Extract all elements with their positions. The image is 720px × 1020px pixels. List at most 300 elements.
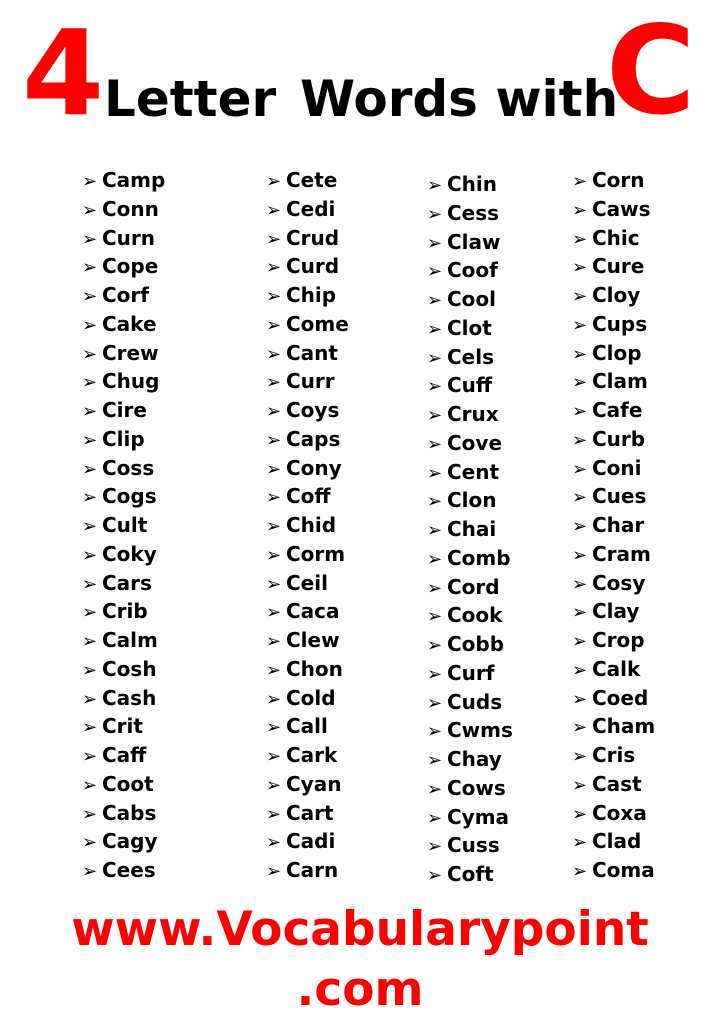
word-label: Coxa: [592, 800, 647, 825]
list-item: [82, 597, 148, 625]
word-label: Cuff: [447, 373, 493, 398]
list-item: [572, 482, 646, 510]
arrow-bullet-icon: ➢: [266, 746, 282, 767]
word-label: Crib: [102, 599, 148, 624]
word-label: Chay: [447, 747, 502, 771]
word-label: Char: [592, 513, 645, 537]
list-item: [427, 400, 499, 428]
list-item: [427, 228, 501, 256]
word-label: Claw: [447, 229, 501, 254]
word-label: Cafe: [592, 398, 643, 422]
list-item: [266, 310, 349, 338]
list-item: [266, 396, 339, 424]
word-label: Clot: [447, 315, 492, 340]
word-label: Cris: [592, 743, 636, 767]
list-item: [82, 281, 149, 309]
word-label: Conn: [102, 196, 159, 221]
word-label: Crit: [102, 714, 143, 739]
arrow-bullet-icon: ➢: [82, 803, 98, 825]
arrow-bullet-icon: ➢: [266, 257, 282, 279]
arrow-bullet-icon: ➢: [572, 631, 588, 652]
word-label: Clop: [592, 340, 642, 365]
word-label: Cook: [447, 603, 503, 628]
list-item: [82, 482, 157, 510]
list-item: [266, 166, 337, 194]
list-item: [82, 166, 165, 194]
arrow-bullet-icon: ➢: [572, 573, 588, 595]
list-item: [572, 626, 645, 654]
word-label: Curd: [286, 254, 340, 279]
arrow-bullet-icon: ➢: [82, 401, 98, 422]
arrow-bullet-icon: ➢: [427, 405, 443, 426]
word-label: Curf: [447, 660, 495, 685]
list-item: [427, 314, 492, 342]
list-item: [82, 252, 158, 280]
word-label: Cete: [286, 168, 338, 192]
title-letter: C: [606, 0, 696, 142]
word-label: Crop: [592, 628, 645, 652]
list-item: [82, 856, 156, 884]
word-label: Ceil: [286, 570, 328, 595]
list-item: [572, 281, 640, 309]
word-label: Curr: [286, 369, 335, 394]
word-label: Chip: [286, 283, 337, 307]
list-item: [572, 252, 644, 280]
list-item: [82, 195, 159, 223]
list-item: [266, 684, 336, 712]
arrow-bullet-icon: ➢: [427, 203, 443, 225]
arrow-bullet-icon: ➢: [427, 663, 443, 685]
word-label: Coni: [592, 455, 642, 480]
word-label: Crud: [286, 225, 340, 250]
list-item: [82, 770, 154, 798]
word-label: Carn: [286, 858, 339, 882]
arrow-bullet-icon: ➢: [266, 861, 282, 882]
word-label: Clip: [102, 426, 145, 451]
list-item: [82, 425, 145, 453]
list-item: [427, 803, 509, 831]
arrow-bullet-icon: ➢: [572, 314, 588, 336]
arrow-bullet-icon: ➢: [427, 433, 443, 455]
word-label: Caca: [286, 599, 340, 624]
word-label: Comb: [447, 545, 511, 570]
arrow-bullet-icon: ➢: [427, 232, 443, 254]
arrow-bullet-icon: ➢: [266, 487, 282, 509]
word-label: Cadi: [286, 829, 336, 854]
list-item: [427, 716, 513, 744]
word-label: Crew: [102, 340, 159, 365]
word-label: Clon: [447, 488, 497, 513]
arrow-bullet-icon: ➢: [266, 803, 282, 825]
arrow-bullet-icon: ➢: [82, 688, 98, 710]
word-label: Clam: [592, 369, 648, 394]
word-label: Cire: [102, 398, 147, 422]
arrow-bullet-icon: ➢: [82, 774, 98, 796]
word-label: Cark: [286, 743, 338, 767]
arrow-bullet-icon: ➢: [82, 286, 98, 307]
arrow-bullet-icon: ➢: [427, 175, 443, 196]
list-item: [427, 630, 504, 658]
arrow-bullet-icon: ➢: [572, 458, 588, 480]
arrow-bullet-icon: ➢: [427, 807, 443, 829]
list-item: [572, 396, 642, 424]
arrow-bullet-icon: ➢: [427, 318, 443, 340]
arrow-bullet-icon: ➢: [572, 832, 588, 854]
arrow-bullet-icon: ➢: [82, 516, 98, 537]
arrow-bullet-icon: ➢: [82, 228, 98, 250]
list-item: [427, 486, 497, 514]
list-item: [427, 544, 511, 572]
word-label: Cedi: [286, 196, 336, 221]
list-item: [266, 770, 341, 798]
arrow-bullet-icon: ➢: [266, 314, 282, 336]
arrow-bullet-icon: ➢: [266, 717, 282, 739]
word-label: Chic: [592, 225, 640, 250]
list-item: [572, 195, 651, 223]
word-label: Cabs: [102, 800, 157, 825]
list-item: [82, 569, 152, 597]
word-label: Come: [286, 311, 349, 336]
list-item: [572, 712, 655, 740]
list-item: [427, 429, 502, 457]
list-item: [427, 515, 496, 543]
word-label: Cloy: [592, 283, 641, 307]
word-label: Coky: [102, 541, 157, 566]
footer-website: www.Vocabularypoint .com: [71, 902, 649, 1017]
arrow-bullet-icon: ➢: [82, 832, 98, 854]
list-item: [82, 339, 159, 367]
arrow-bullet-icon: ➢: [266, 401, 282, 422]
word-label: Cagy: [102, 829, 158, 854]
list-item: [266, 569, 328, 597]
list-item: [82, 827, 158, 855]
word-label: Calk: [592, 656, 641, 681]
word-label: Cogs: [102, 484, 157, 509]
list-item: [266, 425, 340, 453]
arrow-bullet-icon: ➢: [427, 491, 443, 513]
word-label: Cess: [447, 200, 500, 225]
list-item: [427, 458, 499, 486]
list-item: [572, 454, 642, 482]
list-item: [572, 655, 640, 683]
arrow-bullet-icon: ➢: [572, 429, 588, 451]
arrow-bullet-icon: ➢: [82, 199, 98, 221]
word-label: Corf: [102, 283, 149, 307]
arrow-bullet-icon: ➢: [427, 376, 443, 398]
arrow-bullet-icon: ➢: [427, 520, 443, 541]
list-item: [266, 224, 339, 252]
list-item: [572, 367, 648, 395]
list-item: [266, 827, 335, 855]
arrow-bullet-icon: ➢: [266, 199, 282, 221]
arrow-bullet-icon: ➢: [572, 286, 588, 307]
list-item: [266, 367, 335, 395]
arrow-bullet-icon: ➢: [82, 544, 98, 566]
list-item: [572, 511, 644, 539]
arrow-bullet-icon: ➢: [266, 688, 282, 710]
arrow-bullet-icon: ➢: [82, 458, 98, 480]
arrow-bullet-icon: ➢: [572, 228, 588, 250]
arrow-bullet-icon: ➢: [266, 774, 282, 796]
word-label: Cobb: [447, 632, 505, 656]
arrow-bullet-icon: ➢: [266, 516, 282, 537]
list-item: [266, 454, 342, 482]
arrow-bullet-icon: ➢: [572, 746, 588, 767]
list-item: [572, 799, 647, 827]
word-label: Cows: [447, 775, 506, 800]
list-item: [82, 712, 143, 740]
arrow-bullet-icon: ➢: [82, 372, 98, 394]
arrow-bullet-icon: ➢: [427, 750, 443, 771]
list-item: [572, 166, 645, 194]
arrow-bullet-icon: ➢: [82, 746, 98, 767]
arrow-bullet-icon: ➢: [427, 635, 443, 656]
arrow-bullet-icon: ➢: [266, 286, 282, 307]
arrow-bullet-icon: ➢: [427, 721, 443, 743]
arrow-bullet-icon: ➢: [266, 602, 282, 624]
word-label: Cure: [592, 254, 645, 279]
list-item: [266, 339, 338, 367]
word-label: Cyma: [447, 804, 510, 829]
arrow-bullet-icon: ➢: [266, 343, 282, 365]
page-title: [0, 0, 720, 140]
word-label: Clad: [592, 829, 642, 854]
word-label: Call: [286, 714, 328, 739]
arrow-bullet-icon: ➢: [82, 631, 98, 652]
arrow-bullet-icon: ➢: [427, 606, 443, 628]
word-label: Curb: [592, 426, 646, 451]
word-label: Cees: [102, 858, 156, 882]
word-label: Cast: [592, 771, 642, 796]
arrow-bullet-icon: ➢: [427, 778, 443, 800]
word-label: Clew: [286, 628, 340, 652]
arrow-bullet-icon: ➢: [427, 462, 443, 484]
list-item: [572, 310, 647, 338]
word-label: Caff: [102, 743, 147, 767]
arrow-bullet-icon: ➢: [266, 544, 282, 566]
arrow-bullet-icon: ➢: [427, 347, 443, 369]
word-label: Cant: [286, 340, 338, 365]
list-item: [427, 199, 499, 227]
word-label: Cosh: [102, 656, 157, 681]
list-item: [427, 745, 502, 773]
arrow-bullet-icon: ➢: [82, 659, 98, 681]
arrow-bullet-icon: ➢: [572, 516, 588, 537]
word-label: Chin: [447, 172, 498, 196]
list-item: [266, 281, 336, 309]
arrow-bullet-icon: ➢: [266, 631, 282, 652]
list-item: [266, 482, 331, 510]
arrow-bullet-icon: ➢: [572, 861, 588, 882]
list-item: [266, 741, 337, 769]
arrow-bullet-icon: ➢: [266, 573, 282, 595]
word-label: Chid: [286, 513, 337, 537]
list-item: [427, 601, 502, 629]
arrow-bullet-icon: ➢: [82, 257, 98, 279]
arrow-bullet-icon: ➢: [572, 372, 588, 394]
list-item: [82, 224, 155, 252]
list-item: [266, 540, 345, 568]
list-item: [266, 511, 336, 539]
word-label: Cult: [102, 513, 148, 537]
word-label: Calm: [102, 628, 158, 652]
list-item: [82, 684, 156, 712]
list-item: [572, 741, 635, 769]
title-words-with: Words with: [300, 70, 619, 128]
list-item: [266, 655, 343, 683]
arrow-bullet-icon: ➢: [572, 544, 588, 566]
arrow-bullet-icon: ➢: [266, 429, 282, 451]
arrow-bullet-icon: ➢: [572, 688, 588, 710]
arrow-bullet-icon: ➢: [572, 171, 588, 192]
word-label: Corn: [592, 168, 645, 192]
word-label: Coys: [286, 398, 340, 422]
list-item: [266, 799, 334, 827]
word-label: Coof: [447, 258, 498, 283]
list-item: [572, 827, 641, 855]
word-label: Coff: [286, 484, 331, 509]
arrow-bullet-icon: ➢: [572, 602, 588, 624]
list-item: [427, 831, 500, 859]
arrow-bullet-icon: ➢: [427, 865, 443, 886]
list-item: [572, 597, 639, 625]
arrow-bullet-icon: ➢: [427, 577, 443, 599]
word-label: Cord: [447, 574, 500, 599]
arrow-bullet-icon: ➢: [82, 573, 98, 595]
arrow-bullet-icon: ➢: [427, 261, 443, 283]
list-item: [427, 343, 494, 371]
arrow-bullet-icon: ➢: [266, 228, 282, 250]
list-item: [427, 256, 498, 284]
word-label: Cyan: [286, 771, 342, 796]
word-label: Cues: [592, 484, 647, 509]
word-label: Cony: [286, 455, 342, 480]
word-label: Cham: [592, 714, 656, 739]
word-label: Chai: [447, 517, 497, 541]
word-label: Cash: [102, 685, 157, 710]
arrow-bullet-icon: ➢: [427, 290, 443, 311]
word-label: Crux: [447, 402, 499, 426]
arrow-bullet-icon: ➢: [82, 171, 98, 192]
title-number: 4: [22, 4, 105, 142]
word-label: Cent: [447, 459, 500, 484]
list-item: [82, 396, 147, 424]
arrow-bullet-icon: ➢: [82, 602, 98, 624]
list-item: [266, 597, 340, 625]
word-label: Cwms: [447, 718, 513, 743]
word-label: Corm: [286, 541, 346, 566]
word-label: Chug: [102, 369, 160, 394]
word-label: Cram: [592, 541, 651, 566]
word-label: Coed: [592, 685, 649, 710]
list-item: [266, 856, 338, 884]
list-item: [266, 712, 328, 740]
list-item: [572, 569, 645, 597]
word-label: Chon: [286, 656, 343, 681]
word-label: Cels: [447, 344, 495, 369]
list-item: [82, 741, 146, 769]
word-label: Cuss: [447, 833, 500, 858]
list-item: [572, 425, 645, 453]
word-label: Coma: [592, 858, 655, 882]
word-label: Cold: [286, 685, 336, 710]
word-label: Caws: [592, 196, 651, 221]
arrow-bullet-icon: ➢: [427, 548, 443, 570]
word-label: Cups: [592, 311, 648, 336]
list-item: [427, 371, 492, 399]
list-item: [82, 310, 157, 338]
word-label: Clay: [592, 599, 640, 624]
word-label: Cuds: [447, 689, 503, 714]
list-item: [572, 339, 642, 367]
arrow-bullet-icon: ➢: [82, 717, 98, 739]
arrow-bullet-icon: ➢: [82, 861, 98, 882]
word-label: Camp: [102, 168, 166, 192]
list-item: [427, 688, 502, 716]
arrow-bullet-icon: ➢: [572, 774, 588, 796]
arrow-bullet-icon: ➢: [572, 487, 588, 509]
arrow-bullet-icon: ➢: [266, 372, 282, 394]
arrow-bullet-icon: ➢: [427, 692, 443, 714]
list-item: [427, 573, 500, 601]
list-item: [82, 799, 156, 827]
arrow-bullet-icon: ➢: [572, 257, 588, 279]
list-item: [572, 684, 648, 712]
arrow-bullet-icon: ➢: [266, 832, 282, 854]
arrow-bullet-icon: ➢: [82, 429, 98, 451]
list-item: [572, 856, 655, 884]
arrow-bullet-icon: ➢: [572, 659, 588, 681]
list-item: [427, 659, 494, 687]
word-label: Coss: [102, 455, 155, 480]
arrow-bullet-icon: ➢: [572, 717, 588, 739]
list-item: [266, 195, 335, 223]
list-item: [427, 860, 494, 888]
word-label: Cake: [102, 311, 157, 336]
arrow-bullet-icon: ➢: [572, 803, 588, 825]
list-item: [82, 655, 157, 683]
word-label: Cars: [102, 570, 152, 595]
arrow-bullet-icon: ➢: [266, 458, 282, 480]
list-item: [82, 626, 158, 654]
list-item: [266, 626, 340, 654]
list-item: [82, 540, 157, 568]
word-label: Cool: [447, 287, 497, 311]
list-item: [82, 454, 154, 482]
word-label: Caps: [286, 426, 341, 451]
arrow-bullet-icon: ➢: [572, 199, 588, 221]
arrow-bullet-icon: ➢: [82, 314, 98, 336]
list-item: [266, 252, 339, 280]
arrow-bullet-icon: ➢: [266, 659, 282, 681]
arrow-bullet-icon: ➢: [572, 343, 588, 365]
arrow-bullet-icon: ➢: [82, 343, 98, 365]
word-label: Cope: [102, 254, 159, 279]
title-word-letter: Letter: [104, 70, 277, 128]
arrow-bullet-icon: ➢: [82, 487, 98, 509]
word-label: Coft: [447, 862, 494, 886]
word-label: Coot: [102, 771, 154, 796]
list-item: [82, 511, 147, 539]
list-item: [427, 285, 496, 313]
arrow-bullet-icon: ➢: [427, 836, 443, 858]
word-label: Cart: [286, 800, 334, 825]
arrow-bullet-icon: ➢: [266, 171, 282, 192]
list-item: [427, 774, 506, 802]
word-label: Cove: [447, 430, 503, 455]
list-item: [82, 367, 159, 395]
list-item: [572, 224, 640, 252]
